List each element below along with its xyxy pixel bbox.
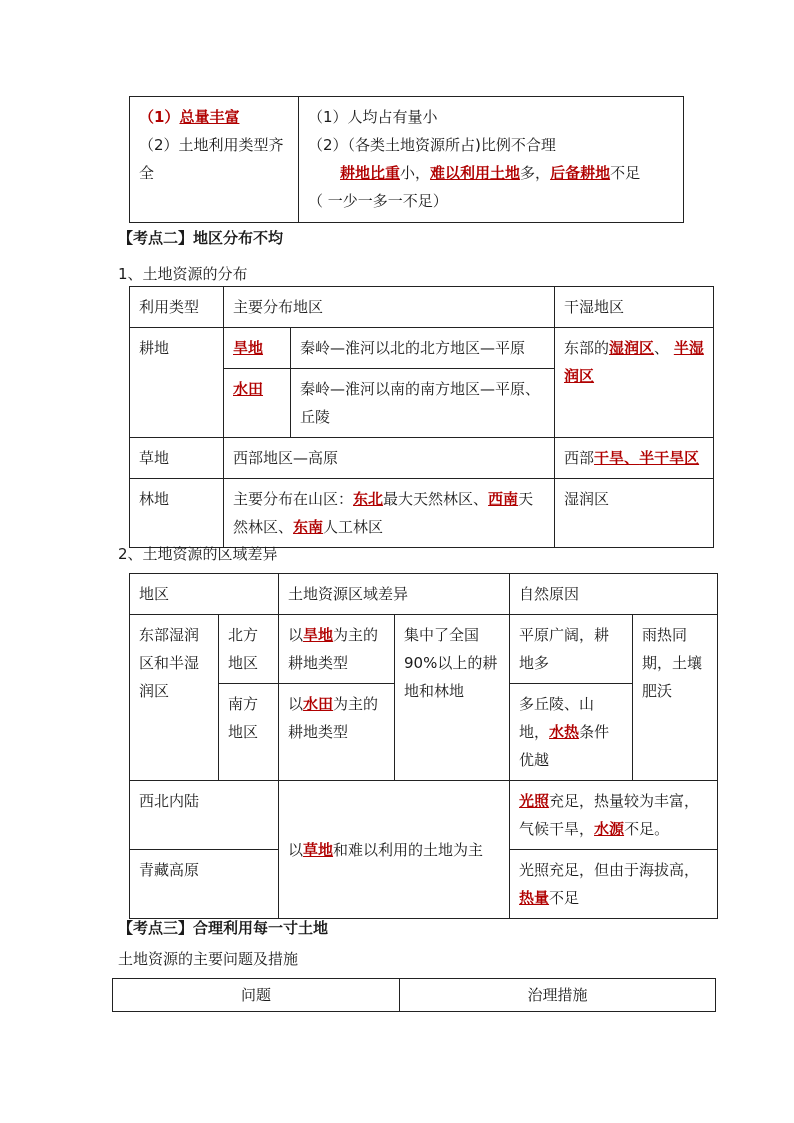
ratio-unreasonable: （2）（各类土地资源所占)比例不合理: [308, 136, 556, 154]
text: 以: [288, 695, 304, 713]
paddy-region: 秦岭—淮河以南的南方地区—平原、丘陵: [291, 369, 555, 438]
grassland-region: 西部地区—高原: [224, 438, 555, 479]
text: 人工林区: [323, 518, 384, 536]
regional-diff-table: [129, 573, 718, 919]
type-grassland: 草地: [130, 438, 224, 479]
text: 为主的耕地类型: [288, 695, 379, 741]
sunlight: 光照: [519, 792, 550, 810]
forest-region: [224, 479, 555, 548]
grassland: 草地: [303, 840, 334, 859]
section-2-sub: 1、土地资源的分布: [118, 265, 248, 283]
north-diff: [279, 615, 395, 684]
text: 不足: [610, 164, 641, 182]
text: 光照充足，但由于海拔高，: [519, 861, 700, 879]
summary-table: [129, 96, 684, 223]
text: 天然林区、: [233, 490, 534, 536]
text: 多丘陵、山地，: [519, 695, 595, 741]
water-heat: 水热: [549, 723, 580, 741]
hard-to-use-land: 难以利用土地: [430, 164, 521, 182]
text: 为主的耕地类型: [288, 626, 379, 672]
header-type: 利用类型: [130, 287, 224, 328]
text: 、: [654, 339, 674, 357]
disadvantages-cell: [299, 97, 684, 223]
text: 西部: [564, 449, 595, 467]
section-2-sub2: 2、土地资源的区域差异: [118, 545, 278, 563]
qinghai-tibet-cause: [510, 850, 718, 919]
southeast: 东南: [293, 518, 324, 536]
text: 主要分布在山区：: [233, 490, 354, 508]
header-problem: 问题: [113, 979, 400, 1012]
west-diff: [279, 781, 510, 919]
south-cause: [510, 684, 633, 781]
section-3-title: 【考点三】合理利用每一寸土地: [118, 919, 329, 937]
distribution-table: [129, 286, 714, 548]
paddy-field: 水田: [303, 695, 334, 713]
header-area: 地区: [130, 574, 279, 615]
semi-arid: 半干旱区: [639, 449, 700, 467]
section-2-title: 【考点二】地区分布不均: [118, 229, 284, 247]
item-number: （1）: [139, 108, 180, 126]
advantages-cell: [130, 97, 299, 223]
text: 以: [288, 626, 304, 644]
arable-ratio: 耕地比重: [340, 164, 401, 182]
common-cause: 雨热同期，土壤肥沃: [633, 615, 718, 781]
per-capita-small: （1）人均占有量小: [308, 108, 438, 126]
header-region: 主要分布地区: [224, 287, 555, 328]
land-types-complete: （2）土地利用类型齐全: [139, 136, 284, 182]
reserve-arable: 后备耕地: [550, 164, 611, 182]
section-3-sub: 土地资源的主要问题及措施: [118, 950, 299, 968]
text: 、: [624, 449, 640, 467]
text: 条件优越: [519, 723, 610, 769]
humid-zone: 湿润区: [609, 339, 655, 357]
text: 不足: [549, 889, 580, 907]
dry-land-region: 秦岭—淮河以北的北方地区—平原: [291, 328, 555, 369]
northwest-cause: [510, 781, 718, 850]
arable-humid: [555, 328, 714, 438]
south-diff: [279, 684, 395, 781]
text: 不足。: [624, 820, 670, 838]
southwest: 西南: [488, 490, 519, 508]
heat: 热量: [519, 889, 550, 907]
concentrate-note: 集中了全国90%以上的耕地和林地: [395, 615, 510, 781]
ratio-detail: [308, 159, 674, 187]
north-cause: 平原广阔，耕地多: [510, 615, 633, 684]
paddy-field: 水田: [233, 380, 264, 398]
qinghai-tibet-region: 青藏高原: [130, 850, 279, 919]
south-region: 南方地区: [219, 684, 279, 781]
text: 小，: [400, 164, 431, 182]
type-arable: 耕地: [130, 328, 224, 438]
text: 多，: [520, 164, 551, 182]
forest-humid: 湿润区: [555, 479, 714, 548]
summary-note: （ 一少一多一不足）: [308, 192, 448, 210]
text: 东部的: [564, 339, 610, 357]
arid: 干旱: [594, 449, 625, 467]
header-diff: 土地资源区域差异: [279, 574, 510, 615]
grassland-humid: [555, 438, 714, 479]
north-region: 北方地区: [219, 615, 279, 684]
header-cause: 自然原因: [510, 574, 718, 615]
northwest-region: 西北内陆: [130, 781, 279, 850]
east-region: 东部湿润区和半湿润区: [130, 615, 219, 781]
problems-table: [112, 978, 716, 1012]
semi-humid-zone: 半湿润区: [564, 339, 704, 385]
header-measure: 治理措施: [400, 979, 716, 1012]
text: 以: [288, 840, 304, 859]
type-forest: 林地: [130, 479, 224, 548]
total-abundant: 总量丰富: [179, 108, 240, 126]
water-source: 水源: [594, 820, 625, 838]
header-humid: 干湿地区: [555, 287, 714, 328]
text: 和难以利用的土地为主: [333, 840, 484, 859]
text: 充足，热量较为丰富，气候干旱，: [519, 792, 700, 838]
dry-land: 旱地: [233, 339, 264, 357]
northeast: 东北: [353, 490, 384, 508]
dry-land: 旱地: [303, 626, 334, 644]
text: 最大天然林区、: [383, 490, 489, 508]
